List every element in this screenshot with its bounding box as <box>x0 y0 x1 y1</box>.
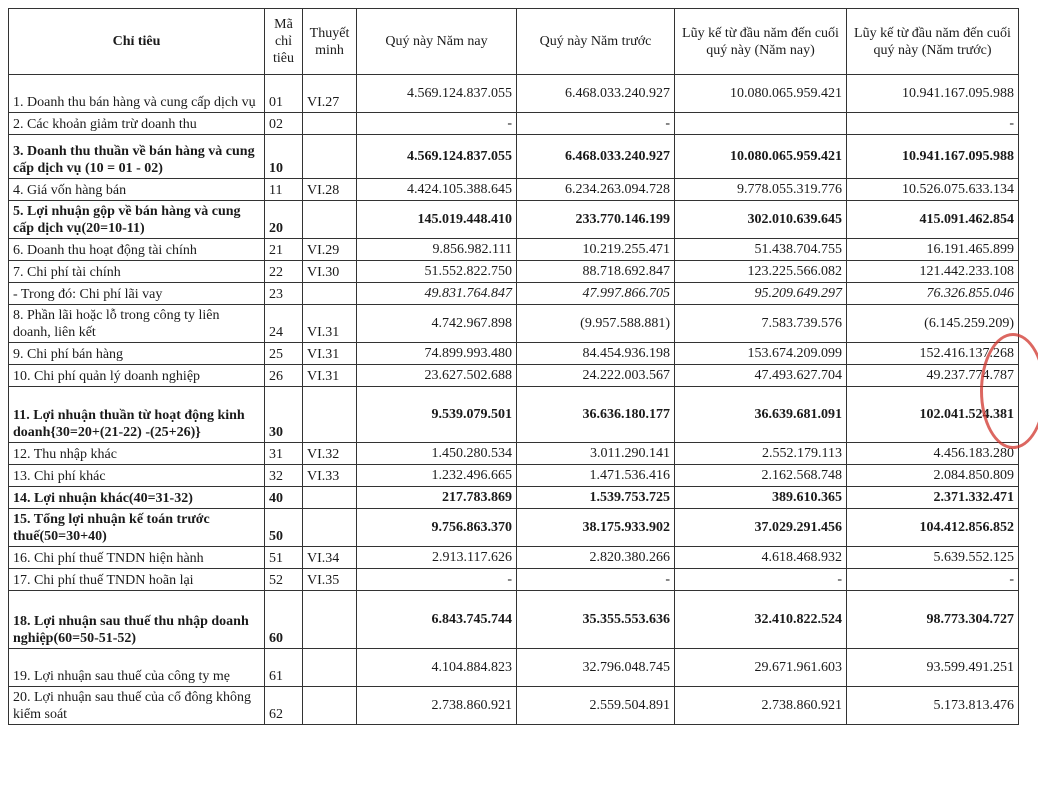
table-row <box>9 547 1019 569</box>
row-quarter-current: 1.450.280.534 <box>357 443 517 465</box>
row-ytd-previous: 104.412.856.852 <box>847 509 1019 547</box>
row-label: 9. Chi phí bán hàng <box>9 343 265 365</box>
row-quarter-previous: 233.770.146.199 <box>517 201 675 239</box>
row-ytd-current: 37.029.291.456 <box>675 509 847 547</box>
row-quarter-current: 23.627.502.688 <box>357 365 517 387</box>
row-ytd-previous: 10.941.167.095.988 <box>847 135 1019 179</box>
row-quarter-current: 4.424.105.388.645 <box>357 179 517 201</box>
row-note <box>303 509 357 547</box>
row-note: VI.34 <box>303 547 357 569</box>
row-ytd-previous: 5.639.552.125 <box>847 547 1019 569</box>
row-quarter-current: 9.539.079.501 <box>357 387 517 443</box>
row-code: 30 <box>265 387 303 443</box>
table-row <box>9 591 1019 649</box>
row-quarter-current: 217.783.869 <box>357 487 517 509</box>
row-ytd-current: 153.674.209.099 <box>675 343 847 365</box>
row-note <box>303 201 357 239</box>
row-quarter-current: 9.756.863.370 <box>357 509 517 547</box>
row-quarter-previous: 2.559.504.891 <box>517 687 675 725</box>
row-label: 15. Tổng lợi nhuận kế toán trước thuế(50=30+40) <box>9 509 265 547</box>
row-quarter-current: 4.569.124.837.055 <box>357 75 517 113</box>
row-note: VI.31 <box>303 365 357 387</box>
row-ytd-current <box>675 113 847 135</box>
table-row <box>9 687 1019 725</box>
row-label: 3. Doanh thu thuần về bán hàng và cung cấp dịch vụ (10 = 01 - 02) <box>9 135 265 179</box>
row-ytd-current: 123.225.566.082 <box>675 261 847 283</box>
row-quarter-current: 49.831.764.847 <box>357 283 517 305</box>
row-code: 22 <box>265 261 303 283</box>
row-code: 23 <box>265 283 303 305</box>
income-statement-table <box>8 8 1019 725</box>
row-quarter-current: 9.856.982.111 <box>357 239 517 261</box>
row-code: 32 <box>265 465 303 487</box>
table-row <box>9 487 1019 509</box>
row-note: VI.32 <box>303 443 357 465</box>
table-row <box>9 305 1019 343</box>
row-code: 11 <box>265 179 303 201</box>
row-ytd-current: 51.438.704.755 <box>675 239 847 261</box>
row-quarter-current: 4.104.884.823 <box>357 649 517 687</box>
row-code: 20 <box>265 201 303 239</box>
row-quarter-current: 6.843.745.744 <box>357 591 517 649</box>
table-body <box>9 75 1019 725</box>
table-row <box>9 465 1019 487</box>
table-row <box>9 387 1019 443</box>
table-row <box>9 179 1019 201</box>
row-quarter-previous: 6.234.263.094.728 <box>517 179 675 201</box>
table-row <box>9 135 1019 179</box>
row-quarter-current: 145.019.448.410 <box>357 201 517 239</box>
row-quarter-previous: 10.219.255.471 <box>517 239 675 261</box>
row-label: 13. Chi phí khác <box>9 465 265 487</box>
row-ytd-current: 2.162.568.748 <box>675 465 847 487</box>
table-row <box>9 75 1019 113</box>
row-ytd-current: 2.552.179.113 <box>675 443 847 465</box>
row-ytd-current: 7.583.739.576 <box>675 305 847 343</box>
row-ytd-previous: 415.091.462.854 <box>847 201 1019 239</box>
row-quarter-previous: 88.718.692.847 <box>517 261 675 283</box>
row-quarter-current: - <box>357 113 517 135</box>
row-note: VI.35 <box>303 569 357 591</box>
income-statement-page <box>8 8 1018 725</box>
row-quarter-previous: 24.222.003.567 <box>517 365 675 387</box>
row-ytd-previous: 2.371.332.471 <box>847 487 1019 509</box>
row-code: 10 <box>265 135 303 179</box>
row-label: 19. Lợi nhuận sau thuế của công ty mẹ <box>9 649 265 687</box>
row-quarter-previous: - <box>517 569 675 591</box>
row-ytd-current: 302.010.639.645 <box>675 201 847 239</box>
table-row <box>9 569 1019 591</box>
row-quarter-current: 1.232.496.665 <box>357 465 517 487</box>
header-thuyet-minh: Thuyết minh <box>303 9 357 75</box>
header-chi-tieu: Chỉ tiêu <box>9 9 265 75</box>
header-luy-ke-nam-nay: Lũy kế từ đầu năm đến cuối quý này (Năm nay) <box>675 9 847 75</box>
row-label: - Trong đó: Chi phí lãi vay <box>9 283 265 305</box>
row-label: 10. Chi phí quản lý doanh nghiệp <box>9 365 265 387</box>
row-ytd-previous: 4.456.183.280 <box>847 443 1019 465</box>
row-quarter-previous: 32.796.048.745 <box>517 649 675 687</box>
row-ytd-current: 389.610.365 <box>675 487 847 509</box>
row-quarter-current: 74.899.993.480 <box>357 343 517 365</box>
row-label: 18. Lợi nhuận sau thuế thu nhập doanh nghiệp(60=50-51-52) <box>9 591 265 649</box>
row-quarter-previous: 47.997.866.705 <box>517 283 675 305</box>
row-label: 1. Doanh thu bán hàng và cung cấp dịch vụ <box>9 75 265 113</box>
row-label: 14. Lợi nhuận khác(40=31-32) <box>9 487 265 509</box>
row-note <box>303 649 357 687</box>
row-quarter-previous: 84.454.936.198 <box>517 343 675 365</box>
row-label: 2. Các khoản giảm trừ doanh thu <box>9 113 265 135</box>
row-quarter-current: - <box>357 569 517 591</box>
row-quarter-previous: - <box>517 113 675 135</box>
row-label: 17. Chi phí thuế TNDN hoãn lại <box>9 569 265 591</box>
row-ytd-current: 36.639.681.091 <box>675 387 847 443</box>
row-ytd-previous: 93.599.491.251 <box>847 649 1019 687</box>
row-note: VI.30 <box>303 261 357 283</box>
row-quarter-previous: 6.468.033.240.927 <box>517 75 675 113</box>
row-code: 24 <box>265 305 303 343</box>
row-note <box>303 487 357 509</box>
row-ytd-current: 9.778.055.319.776 <box>675 179 847 201</box>
row-code: 31 <box>265 443 303 465</box>
header-quy-nay-nam-truoc: Quý này Năm trước <box>517 9 675 75</box>
row-quarter-current: 4.569.124.837.055 <box>357 135 517 179</box>
row-quarter-previous: 38.175.933.902 <box>517 509 675 547</box>
row-note: VI.31 <box>303 343 357 365</box>
row-note <box>303 387 357 443</box>
table-row <box>9 509 1019 547</box>
row-code: 02 <box>265 113 303 135</box>
row-ytd-current: 10.080.065.959.421 <box>675 135 847 179</box>
row-ytd-current: 4.618.468.932 <box>675 547 847 569</box>
header-quy-nay-nam-nay: Quý này Năm nay <box>357 9 517 75</box>
row-code: 50 <box>265 509 303 547</box>
row-quarter-previous: 35.355.553.636 <box>517 591 675 649</box>
header-row <box>9 9 1019 75</box>
row-note: VI.29 <box>303 239 357 261</box>
row-ytd-previous: 16.191.465.899 <box>847 239 1019 261</box>
row-label: 20. Lợi nhuận sau thuế của cổ đông không kiểm soát <box>9 687 265 725</box>
row-ytd-previous: - <box>847 569 1019 591</box>
header-luy-ke-nam-truoc: Lũy kế từ đầu năm đến cuối quý này (Năm trước) <box>847 9 1019 75</box>
row-quarter-current: 2.738.860.921 <box>357 687 517 725</box>
row-quarter-previous: 1.471.536.416 <box>517 465 675 487</box>
row-code: 25 <box>265 343 303 365</box>
table-row <box>9 239 1019 261</box>
row-code: 61 <box>265 649 303 687</box>
row-ytd-previous: 121.442.233.108 <box>847 261 1019 283</box>
row-code: 01 <box>265 75 303 113</box>
row-code: 60 <box>265 591 303 649</box>
table-row <box>9 365 1019 387</box>
table-row <box>9 261 1019 283</box>
row-note <box>303 135 357 179</box>
row-quarter-current: 2.913.117.626 <box>357 547 517 569</box>
row-note: VI.28 <box>303 179 357 201</box>
row-label: 5. Lợi nhuận gộp về bán hàng và cung cấp dịch vụ(20=10-11) <box>9 201 265 239</box>
row-quarter-current: 4.742.967.898 <box>357 305 517 343</box>
row-ytd-current: 10.080.065.959.421 <box>675 75 847 113</box>
row-label: 16. Chi phí thuế TNDN hiện hành <box>9 547 265 569</box>
row-ytd-current: 47.493.627.704 <box>675 365 847 387</box>
row-label: 6. Doanh thu hoạt động tài chính <box>9 239 265 261</box>
row-ytd-previous: 98.773.304.727 <box>847 591 1019 649</box>
red-seal-stamp <box>980 333 1038 449</box>
row-code: 52 <box>265 569 303 591</box>
row-ytd-previous: 5.173.813.476 <box>847 687 1019 725</box>
row-ytd-current: 2.738.860.921 <box>675 687 847 725</box>
row-label: 12. Thu nhập khác <box>9 443 265 465</box>
row-code: 26 <box>265 365 303 387</box>
row-quarter-previous: 2.820.380.266 <box>517 547 675 569</box>
row-code: 21 <box>265 239 303 261</box>
table-row <box>9 113 1019 135</box>
table-row <box>9 343 1019 365</box>
row-quarter-previous: (9.957.588.881) <box>517 305 675 343</box>
row-quarter-current: 51.552.822.750 <box>357 261 517 283</box>
row-ytd-current: 29.671.961.603 <box>675 649 847 687</box>
row-ytd-previous: (6.145.259.209) <box>847 305 1019 343</box>
row-ytd-previous: 10.526.075.633.134 <box>847 179 1019 201</box>
row-label: 11. Lợi nhuận thuần từ hoạt động kinh doanh{30=20+(21-22) -(25+26)} <box>9 387 265 443</box>
table-row <box>9 283 1019 305</box>
row-note <box>303 687 357 725</box>
row-code: 51 <box>265 547 303 569</box>
row-note <box>303 283 357 305</box>
row-note: VI.31 <box>303 305 357 343</box>
row-ytd-previous: 49.237.774.787 <box>847 365 1019 387</box>
row-note <box>303 113 357 135</box>
row-quarter-previous: 6.468.033.240.927 <box>517 135 675 179</box>
row-note: VI.27 <box>303 75 357 113</box>
row-ytd-previous: 2.084.850.809 <box>847 465 1019 487</box>
row-ytd-previous: 10.941.167.095.988 <box>847 75 1019 113</box>
row-code: 40 <box>265 487 303 509</box>
table-row <box>9 649 1019 687</box>
row-ytd-previous: 102.041.524.381 <box>847 387 1019 443</box>
row-ytd-current: - <box>675 569 847 591</box>
row-code: 62 <box>265 687 303 725</box>
row-note <box>303 591 357 649</box>
row-ytd-current: 95.209.649.297 <box>675 283 847 305</box>
row-quarter-previous: 3.011.290.141 <box>517 443 675 465</box>
table-row <box>9 443 1019 465</box>
row-note: VI.33 <box>303 465 357 487</box>
row-ytd-previous: 76.326.855.046 <box>847 283 1019 305</box>
row-ytd-previous: 152.416.137.268 <box>847 343 1019 365</box>
row-label: 8. Phần lãi hoặc lỗ trong công ty liên doanh, liên kết <box>9 305 265 343</box>
row-label: 7. Chi phí tài chính <box>9 261 265 283</box>
row-ytd-current: 32.410.822.524 <box>675 591 847 649</box>
row-ytd-previous: - <box>847 113 1019 135</box>
row-label: 4. Giá vốn hàng bán <box>9 179 265 201</box>
header-ma-chi-tieu: Mã chỉ tiêu <box>265 9 303 75</box>
table-row <box>9 201 1019 239</box>
row-quarter-previous: 1.539.753.725 <box>517 487 675 509</box>
row-quarter-previous: 36.636.180.177 <box>517 387 675 443</box>
